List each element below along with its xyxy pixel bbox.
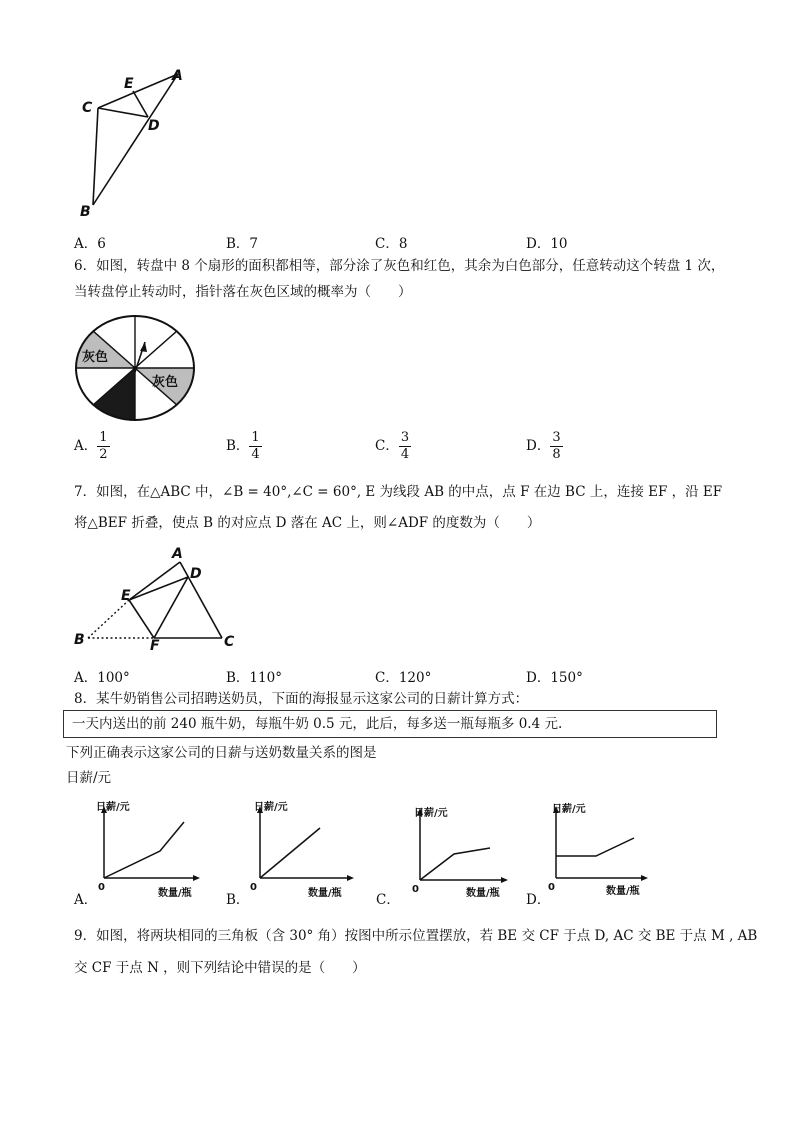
graph-a-letter: A． bbox=[74, 892, 98, 908]
q8-graph-d[interactable] bbox=[526, 796, 656, 908]
q7-label-e: E bbox=[121, 588, 131, 604]
q7-label-a: A bbox=[172, 546, 183, 562]
q6-option-b[interactable]: B． $\frac{1}{4}$ bbox=[226, 430, 260, 462]
q6-option-d[interactable]: D． $\frac{3}{8}$ bbox=[526, 430, 561, 462]
q7-label-c: C bbox=[224, 634, 235, 650]
q7-option-b[interactable]: B．110° bbox=[226, 670, 282, 686]
q5-option-c[interactable]: C．8 bbox=[375, 236, 408, 252]
graph-d-letter: D． bbox=[526, 892, 551, 908]
spinner-figure bbox=[73, 312, 197, 422]
q5-label-e: E bbox=[124, 76, 134, 92]
q8-graph-c[interactable] bbox=[376, 798, 514, 908]
q5-label-d: D bbox=[148, 118, 160, 134]
q7-option-d[interactable]: D．150° bbox=[526, 670, 583, 686]
spinner-label-left: 灰色 bbox=[82, 350, 109, 365]
q6-stem-line2: 当转盘停止转动时，指针落在灰色区域的概率为（ ） bbox=[74, 284, 412, 300]
q8-poster-box bbox=[63, 710, 717, 738]
q8-stem-line2: 下列正确表示这家公司的日薪与送奶数量关系的图是 bbox=[66, 745, 377, 761]
graph-b-origin: 0 bbox=[250, 882, 257, 893]
graph-d-xlabel: 数量/瓶 bbox=[606, 886, 640, 897]
q7-label-f: F bbox=[150, 638, 160, 654]
q9-stem-line2: 交 CF 于点 N ，则下列结论中错误的是（ ） bbox=[74, 960, 366, 976]
q7-label-b: B bbox=[74, 632, 85, 648]
q5-option-a[interactable]: A．6 bbox=[74, 236, 106, 252]
graph-b-letter: B． bbox=[226, 892, 250, 908]
q5-option-d[interactable]: D．10 bbox=[526, 236, 568, 252]
q8-graph-b[interactable] bbox=[226, 798, 356, 908]
graph-b-ylabel: 日薪/元 bbox=[254, 802, 288, 813]
q8-stem-line1: 8．某牛奶销售公司招聘送奶员，下面的海报显示这家公司的日薪计算方式： bbox=[74, 691, 529, 707]
graph-d-origin: 0 bbox=[548, 882, 555, 893]
q7-option-c[interactable]: C．120° bbox=[375, 670, 432, 686]
q7-label-d: D bbox=[190, 566, 202, 582]
q7-stem-line1: 7．如图，在△ABC 中，∠B = 40°,∠C = 60°, E 为线段 AB 的中点，点 F 在边 BC 上，连接 EF ，沿 EF bbox=[74, 484, 723, 500]
spinner-label-right: 灰色 bbox=[152, 375, 179, 390]
q6-stem-line1: 6．如图，转盘中 8 个扇形的面积都相等，部分涂了灰色和红色，其余为白色部分，任意转动这个转盘 1 次， bbox=[74, 258, 725, 274]
graph-c-ylabel: 日薪/元 bbox=[414, 808, 448, 819]
graph-b-xlabel: 数量/瓶 bbox=[308, 888, 342, 899]
graph-a-origin: 0 bbox=[98, 882, 105, 893]
q5-label-a: A bbox=[172, 68, 183, 84]
q5-label-c: C bbox=[82, 100, 93, 116]
q8-stem-line3: 日薪/元 bbox=[66, 770, 112, 786]
q8-poster-text: 一天内送出的前 240 瓶牛奶，每瓶牛奶 0.5 元，此后，每多送一瓶每瓶多 0.4 元. bbox=[72, 716, 563, 732]
q7-stem-line2: 将△BEF 折叠，使点 B 的对应点 D 落在 AC 上，则∠ADF 的度数为（ ） bbox=[74, 515, 541, 531]
graph-a-xlabel: 数量/瓶 bbox=[158, 888, 192, 899]
q6-option-c[interactable]: C． $\frac{3}{4}$ bbox=[375, 430, 410, 462]
q9-stem-line1: 9．如图，将两块相同的三角板（含 30° 角）按图中所示位置摆放，若 BE 交 CF 于点 D, AC 交 BE 于点 M , AB bbox=[74, 928, 758, 944]
q6-option-a[interactable]: A． $\frac{1}{2}$ bbox=[74, 430, 108, 462]
graph-c-xlabel: 数量/瓶 bbox=[466, 888, 500, 899]
q8-graph-a[interactable] bbox=[74, 798, 204, 908]
q5-figure bbox=[70, 62, 200, 222]
graph-d-ylabel: 日薪/元 bbox=[552, 804, 586, 815]
graph-c-origin: 0 bbox=[412, 884, 419, 895]
q7-option-a[interactable]: A．100° bbox=[74, 670, 130, 686]
graph-a-ylabel: 日薪/元 bbox=[96, 802, 130, 813]
q5-label-b: B bbox=[80, 204, 91, 220]
graph-c-letter: C． bbox=[376, 892, 400, 908]
q5-option-b[interactable]: B．7 bbox=[226, 236, 259, 252]
